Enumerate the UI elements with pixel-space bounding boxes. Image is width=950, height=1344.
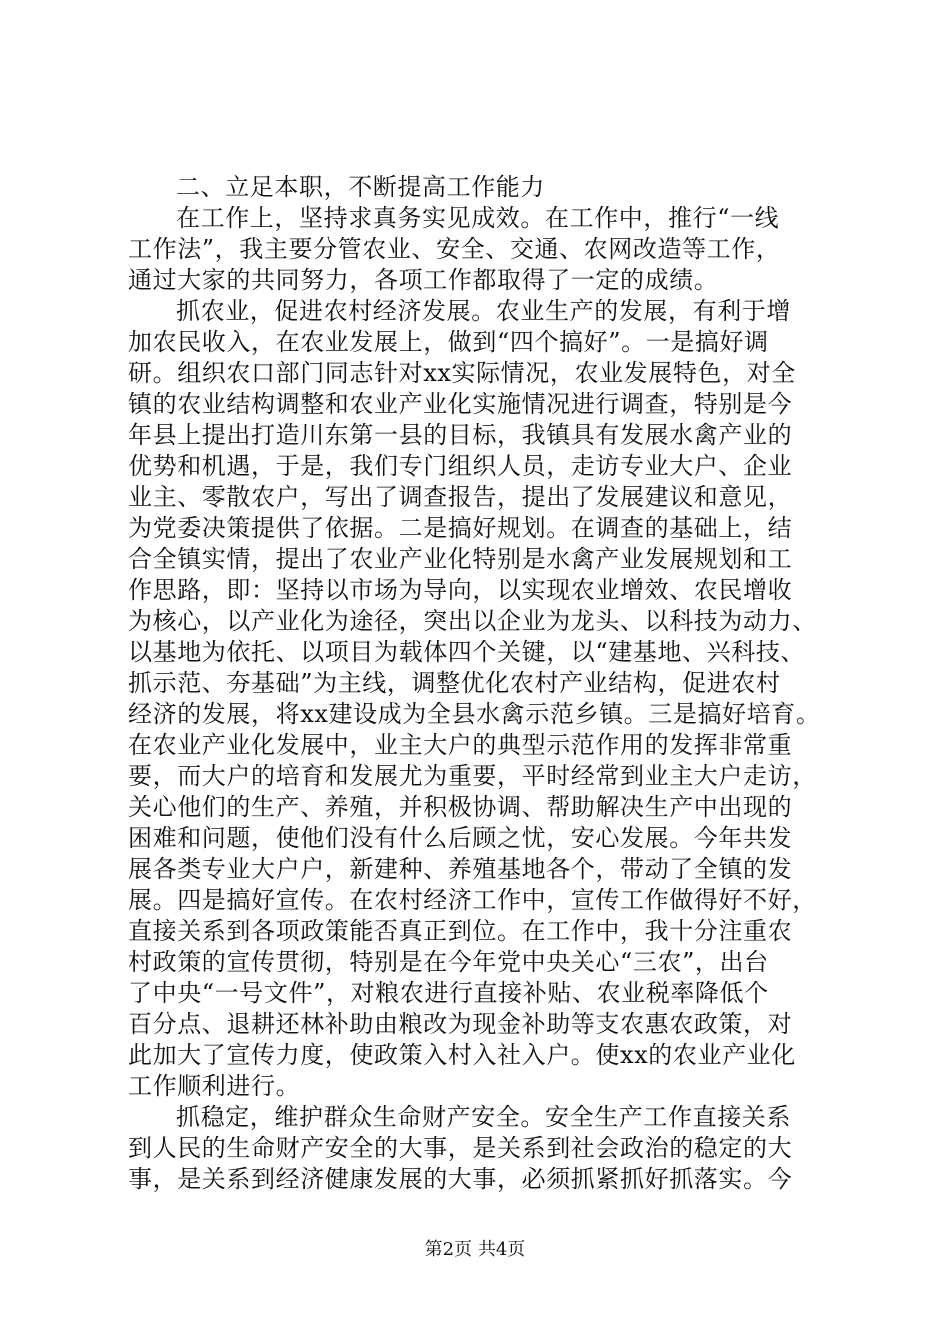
page-number-label: 第2页 共4页 — [424, 1239, 526, 1260]
text-line: 工作法”，我主要分管农业、安全、交通、农网改造等工作， — [128, 235, 781, 263]
text-line: 在农业产业化发展中，业主大户的典型示范作用的发挥非常重 — [128, 731, 793, 759]
document-body — [128, 172, 828, 1195]
text-line: 要，而大户的培育和发展尤为重要，平时经常到业主大户走访， — [128, 762, 817, 790]
text-line: 到人民的生命财产安全的大事，是关系到社会政治的稳定的大 — [128, 1134, 793, 1162]
text-line: 此加大了宣传力度，使政策入村入社入户。使xx的农业产业化 — [128, 1041, 796, 1069]
text-line: 作思路，即：坚持以市场为导向，以实现农业增效、农民增收 — [128, 576, 793, 604]
text-line: 直接关系到各项政策能否真正到位。在工作中，我十分注重农 — [128, 917, 793, 945]
text-line: 镇的农业结构调整和农业产业化实施情况进行调查，特别是今 — [128, 390, 793, 418]
text-line: 事，是关系到经济健康发展的大事，必须抓紧抓好抓落实。今 — [128, 1165, 793, 1193]
text-line: 困难和问题，使他们没有什么后顾之忧，安心发展。今年共发 — [128, 824, 793, 852]
text-line: 抓稳定，维护群众生命财产安全。安全生产工作直接关系 — [176, 1103, 791, 1131]
text-line: 通过大家的共同努力，各项工作都取得了一定的成绩。 — [128, 266, 719, 294]
text-line: 为党委决策提供了依据。二是搞好规划。在调查的基础上，结 — [128, 514, 793, 542]
text-line: 在工作上，坚持求真务实见成效。在工作中，推行“一线 — [176, 204, 780, 232]
text-line: 抓农业，促进农村经济发展。农业生产的发展，有利于增 — [176, 297, 791, 325]
text-line: 百分点、退耕还林补助由粮改为现金补助等支农惠农政策，对 — [128, 1010, 793, 1038]
text-line: 了中央“一号文件”，对粮农进行直接补贴、农业税率降低个 — [128, 979, 769, 1007]
text-line: 经济的发展，将xx建设成为全县水禽示范乡镇。三是搞好培育。 — [128, 700, 821, 728]
text-line: 优势和机遇，于是，我们专门组织人员，走访专业大户、企业 — [128, 452, 793, 480]
text-line: 业主、零散农户，写出了调查报告，提出了发展建议和意见， — [128, 483, 793, 511]
page-footer — [0, 1238, 950, 1262]
text-line: 展各类专业大户户，新建种、养殖基地各个，带动了全镇的发 — [128, 855, 793, 883]
text-line: 抓示范、夯基础”为主线，调整优化农村产业结构，促进农村 — [128, 669, 781, 697]
text-line: 村政策的宣传贯彻，特别是在今年党中央关心“三农”，出台 — [128, 948, 769, 976]
text-line: 工作顺利进行。 — [128, 1072, 301, 1100]
text-line: 关心他们的生产、养殖，并积极协调、帮助解决生产中出现的 — [128, 793, 793, 821]
text-line: 年县上提出打造川东第一县的目标，我镇具有发展水禽产业的 — [128, 421, 793, 449]
text-line: 加农民收入，在农业发展上，做到“四个搞好”。一是搞好调 — [128, 328, 769, 356]
text-line: 合全镇实情，提出了农业产业化特别是水禽产业发展规划和工 — [128, 545, 793, 573]
section-heading: 二、立足本职，不断提高工作能力 — [176, 173, 545, 201]
text-line: 为核心，以产业化为途径，突出以企业为龙头、以科技为动力、 — [128, 607, 817, 635]
text-line: 研。组织农口部门同志针对xx实际情况，农业发展特色，对全 — [128, 359, 796, 387]
text-line: 展。四是搞好宣传。在农村经济工作中，宣传工作做得好不好， — [128, 886, 817, 914]
text-line: 以基地为依托、以项目为载体四个关键，以“建基地、兴科技、 — [128, 638, 806, 666]
